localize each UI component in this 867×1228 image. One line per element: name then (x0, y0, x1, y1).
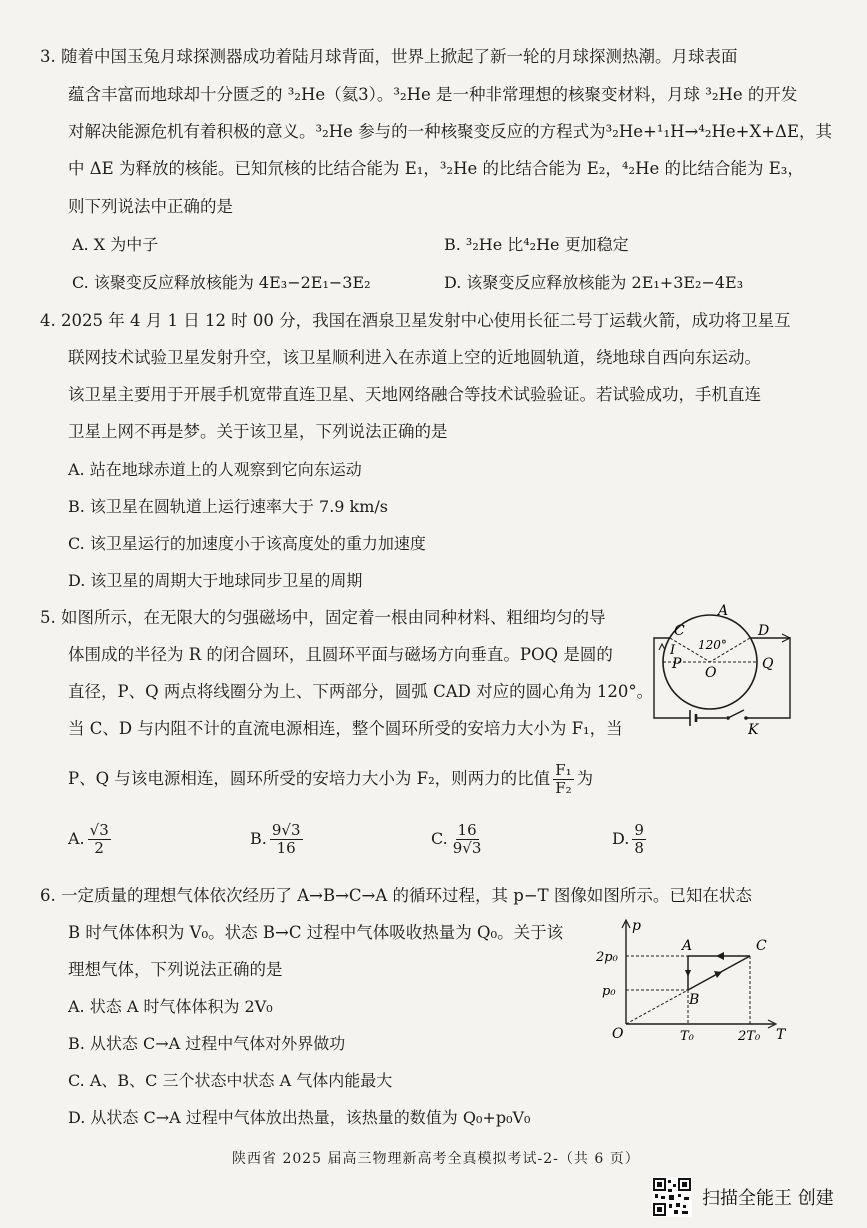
label-state-c: C (756, 938, 767, 954)
q5-line-3: 直径，P、Q 两点将线圈分为上、下两部分，圆弧 CAD 对应的圆心角为 120°。 (68, 682, 654, 701)
arrow-ca-icon (716, 952, 724, 960)
label-t0: T₀ (680, 1029, 694, 1044)
page-footer: 陕西省 2025 届高三物理新高考全真模拟考试-2-（共 6 页） (232, 1151, 640, 1167)
q5-option-a-num: √3 (89, 821, 109, 839)
guide-origin-b (626, 990, 688, 1024)
label-q: Q (762, 656, 774, 672)
label-state-b: B (689, 992, 700, 1008)
q5-option-c-den: 9√3 (452, 839, 482, 857)
wire-right (746, 638, 790, 718)
q3-line-4: 中 ΔE 为释放的核能。已知氘核的比结合能为 E₁，³₂He 的比结合能为 E₂，⁴₂He 的比结合能为 E₃， (68, 159, 804, 178)
q5-option-d-den: 8 (634, 839, 644, 857)
q6-line-1: 6. 一定质量的理想气体依次经历了 A→B→C→A 的循环过程，其 p−T 图像如图所示。已知在状态 (40, 886, 752, 905)
q6-option-b: B. 从状态 C→A 过程中气体对外界做功 (68, 1034, 346, 1053)
q3-option-b: B. ³₂He 比⁴₂He 更加稳定 (444, 235, 629, 254)
arrow-ab-icon (685, 970, 691, 977)
q4-line-1: 4. 2025 年 4 月 1 日 12 时 00 分，我国在酒泉卫星发射中心使用长征二号丁运载火箭，成功将卫星互 (40, 311, 791, 330)
q3-option-a: A. X 为中子 (72, 235, 159, 254)
q6-pt-graph (592, 912, 792, 1044)
q5-option-c-frac (451, 822, 484, 857)
q6-line-2: B 时气体体积为 V₀。状态 B→C 过程中气体吸收热量为 Q₀。关于该 (68, 923, 564, 942)
label-p-axis: p (632, 918, 641, 934)
q4-option-c: C. 该卫星运行的加速度小于该高度处的重力加速度 (68, 534, 426, 553)
label-state-a: A (682, 938, 693, 954)
label-d: D (758, 623, 770, 639)
q3-option-c: C. 该聚变反应释放核能为 4E₃−2E₁−3E₂ (72, 273, 371, 292)
switch-contact (744, 716, 748, 720)
q5-option-d (612, 822, 649, 857)
q3-line-3: 对解决能源危机有着积极的意义。³₂He 参与的一种核聚变反应的方程式为³₂He+¹₁H→⁴₂He+X+ΔE，其 (68, 122, 833, 141)
q5-circuit-figure (648, 604, 804, 736)
label-p: P (672, 656, 682, 672)
q5-option-d-num: 9 (634, 821, 644, 839)
label-o: O (705, 665, 717, 681)
q5-line-2: 体围成的半径为 R 的闭合圆环，且圆环平面与磁场方向垂直。POQ 是圆的 (68, 645, 613, 664)
q6-option-a: A. 状态 A 时气体体积为 2V₀ (68, 997, 273, 1016)
label-origin: O (612, 1026, 624, 1042)
q5-option-a (68, 822, 114, 857)
label-2p0: 2p₀ (596, 950, 618, 965)
current-arrow-icon (659, 644, 665, 650)
q4-option-b: B. 该卫星在圆轨道上运行速率大于 7.9 km/s (68, 497, 389, 516)
q3-option-d: D. 该聚变反应释放核能为 2E₁+3E₂−4E₃ (444, 273, 744, 292)
q5-option-b-frac (270, 822, 303, 857)
q5-option-c-label: C. (431, 829, 448, 848)
watermark-text: 扫描全能王 创建 (702, 1188, 834, 1209)
q5-option-b-num: 9√3 (271, 821, 301, 839)
q6-line-3: 理想气体，下列说法正确的是 (68, 960, 283, 979)
q5-option-d-frac (632, 822, 646, 857)
q5-ratio-num: F₁ (555, 761, 572, 779)
q3-line-2: 蕴含丰富而地球却十分匮乏的 ³₂He（氦3）。³₂He 是一种非常理想的核聚变材料，月球 ³₂He 的开发 (68, 85, 798, 104)
q6-option-d: D. 从状态 C→A 过程中气体放出热量，该热量的数值为 Q₀+p₀V₀ (68, 1108, 531, 1127)
q5-option-a-label: A. (68, 829, 85, 848)
scanner-watermark (652, 1175, 834, 1219)
q5-line-5-text: P、Q 与该电源相连，圆环所受的安培力大小为 F₂，则两力的比值 (68, 769, 551, 788)
q5-option-c-num: 16 (457, 821, 477, 839)
q5-line-5-end: 为 (576, 769, 594, 788)
q5-line-1: 5. 如图所示，在无限大的匀强磁场中，固定着一根由同种材料、粗细均匀的导 (40, 608, 606, 627)
q5-option-b (250, 822, 306, 857)
q3-line-1: 3. 随着中国玉兔月球探测器成功着陆月球背面，世界上掀起了新一轮的月球探测热潮。月球表面 (40, 47, 738, 66)
q5-option-b-den: 16 (276, 839, 296, 857)
qr-code-icon (652, 1177, 692, 1217)
q5-line-4: 当 C、D 与内阻不计的直流电源相连，整个圆环所受的安培力大小为 F₁，当 (68, 719, 623, 738)
label-k: K (748, 722, 759, 736)
q5-line-5 (68, 762, 593, 797)
q5-option-b-label: B. (250, 829, 267, 848)
label-c: C (674, 623, 685, 639)
q5-option-a-den: 2 (94, 839, 104, 857)
q4-option-a: A. 站在地球赤道上的人观察到它向东运动 (68, 460, 362, 479)
label-angle: 120° (698, 638, 727, 652)
label-i: I (670, 643, 676, 658)
q5-option-c (431, 822, 486, 857)
label-a: A (718, 604, 729, 619)
label-2t0: 2T₀ (738, 1029, 761, 1044)
q4-line-4: 卫星上网不再是梦。关于该卫星，下列说法正确的是 (68, 422, 448, 441)
q5-ratio-fraction (553, 762, 573, 797)
switch-k (728, 710, 744, 718)
q5-ratio-den: F₂ (555, 779, 572, 797)
q4-line-2: 联网技术试验卫星发射升空，该卫星顺利进入在赤道上空的近地圆轨道，绕地球自西向东运动。 (68, 348, 761, 367)
q4-option-d: D. 该卫星的周期大于地球同步卫星的周期 (68, 571, 363, 590)
q4-line-3: 该卫星主要用于开展手机宽带直连卫星、天地网络融合等技术试验验证。若试验成功，手机直连 (68, 385, 761, 404)
label-p0: p₀ (602, 984, 616, 999)
q3-line-5: 则下列说法中正确的是 (68, 197, 233, 216)
q6-option-c: C. A、B、C 三个状态中状态 A 气体内能最大 (68, 1071, 393, 1090)
q5-option-a-frac (88, 822, 111, 857)
label-t-axis: T (776, 1027, 786, 1043)
q5-option-d-label: D. (612, 829, 630, 848)
